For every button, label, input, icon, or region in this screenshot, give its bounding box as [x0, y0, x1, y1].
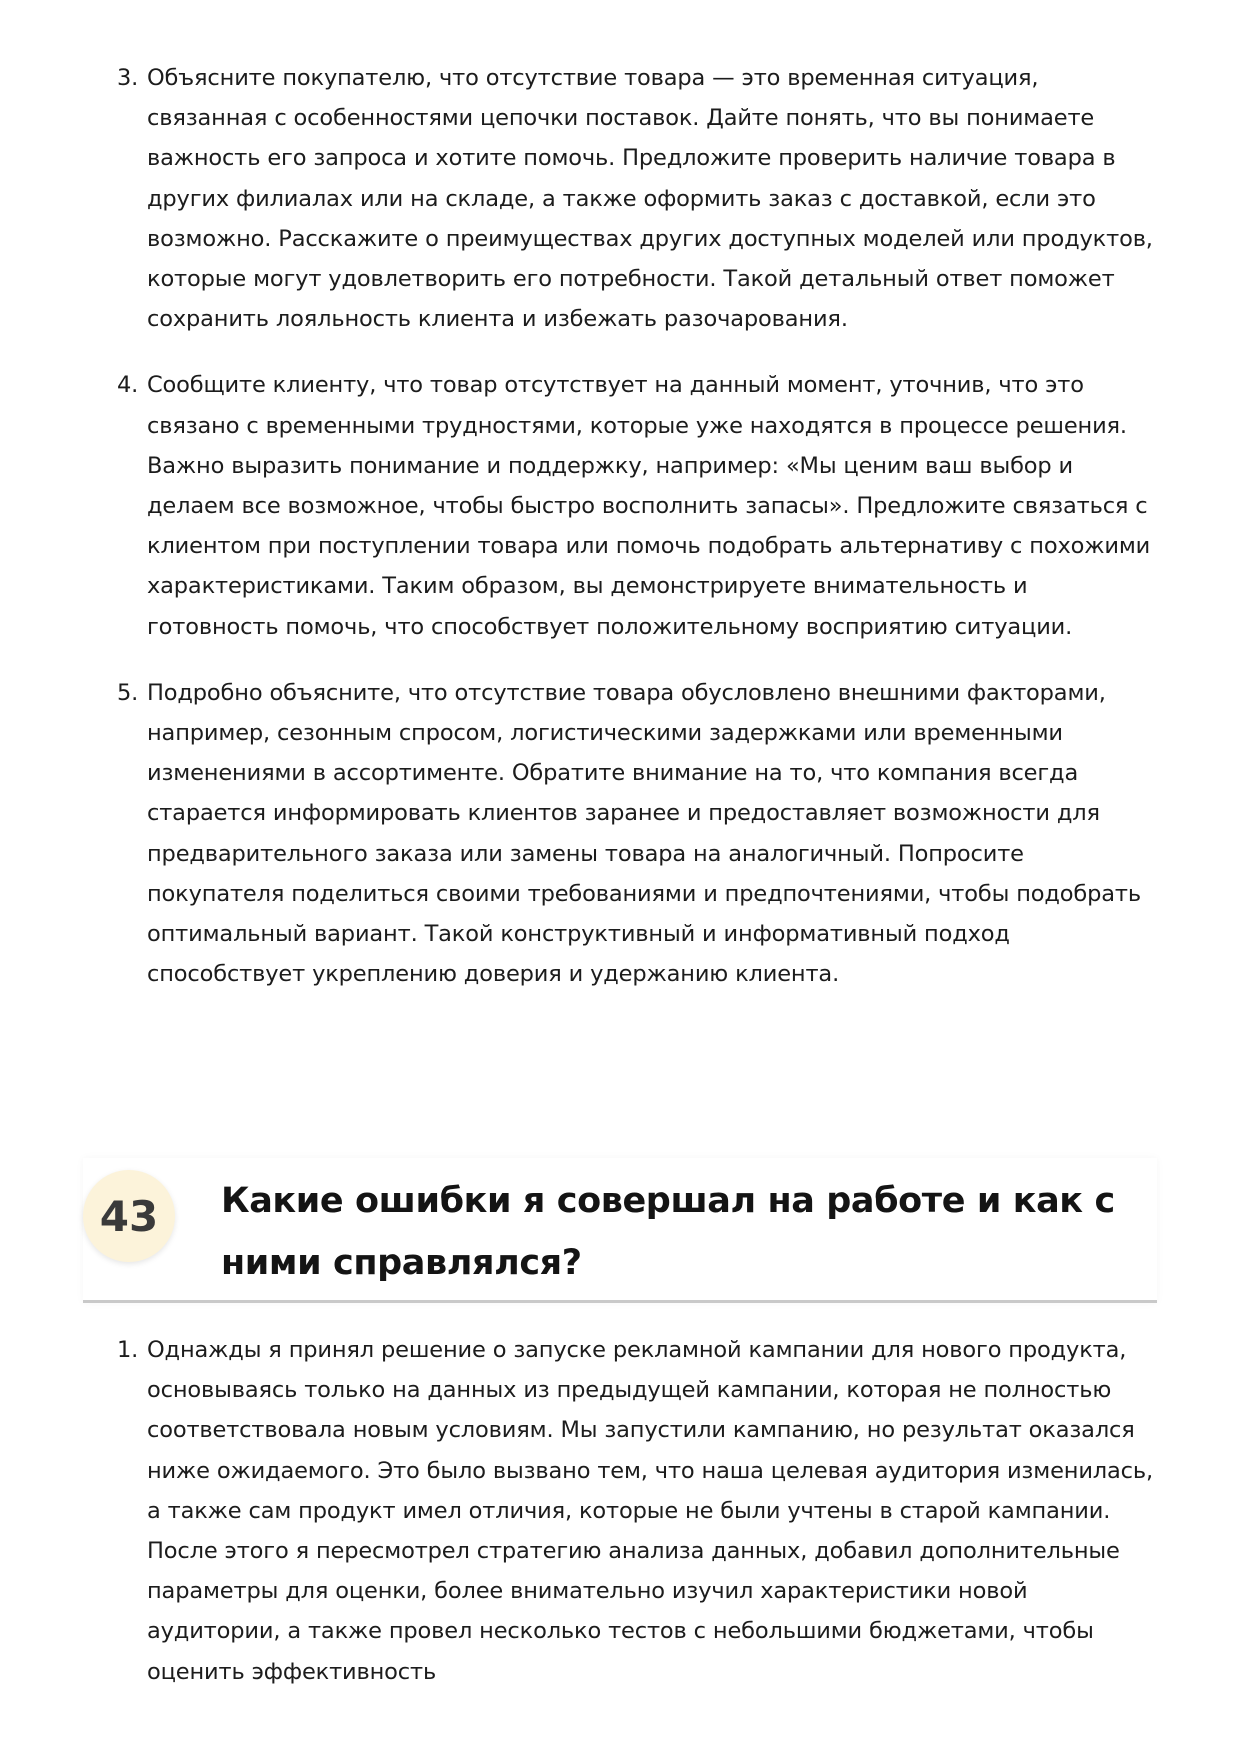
answer-item	[117, 58, 1157, 339]
answer-number: 3.	[117, 65, 139, 91]
answer-number: 5.	[117, 679, 139, 706]
answer-text: Объясните покупателю, что отсутствие товара — это временная ситуация, связанная с особенностями цепочки поставок. Дайте понять, что вы понимаете важность его запроса и хотите помочь. Предложите проверить наличие товара в других филиалах или на складе, а также оформить заказ с доставкой, если это возможно. Расскажите о преимуществах других доступных моделей или продуктов, которые могут удовлетворить его потребности. Такой детальный ответ поможет сохранить лояльность клиента и избежать разочарования.	[147, 65, 1153, 333]
answer-number: 1.	[117, 1337, 139, 1363]
answer-item	[117, 673, 1157, 995]
answer-text: Однажды я принял решение о запуске рекламной кампании для нового продукта, основываясь только на данных из предыдущей кампании, которая не полностью соответствовала новым условиям. Мы запустили кампанию, но результат оказался ниже ожидаемого. Это было вызвано тем, что наша целевая аудитория изменилась, а также сам продукт имел отличия, которые не были учтены в старой кампании. После этого я пересмотрел стратегию анализа данных, добавил дополнительные параметры для оценки, более внимательно изучил характеристики новой аудитории, а также провел несколько тестов с небольшими бюджетами, чтобы оценить эффективность	[147, 1337, 1153, 1685]
answer-list-previous-question	[117, 58, 1157, 1020]
question-title: Какие ошибки я совершал на работе и как с ними справлялся?	[221, 1181, 1115, 1283]
answer-text: Сообщите клиенту, что товар отсутствует на данный момент, уточнив, что это связано с временными трудностями, которые уже находятся в процессе решения. Важно выразить понимание и поддержку, например: «Мы ценим ваш выбор и делаем все возможное, чтобы быстро восполнить запасы». Предложите связаться с клиентом при поступлении товара или помочь подобрать альтернативу с похожими характеристиками. Таким образом, вы демонстрируете внимательность и готовность помочь, что способствует положительному восприятию ситуации.	[147, 372, 1151, 640]
answer-text: Подробно объясните, что отсутствие товара обусловлено внешними факторами, например, сезонным спросом, логистическими задержками или временными изменениями в ассортименте. Обратите внимание на то, что компания всегда старается информировать клиентов заранее и предоставляет возможности для предварительного заказа или замены товара на аналогичный. Попросите покупателя поделиться своими требованиями и предпочтениями, чтобы подобрать оптимальный вариант. Такой конструктивный и информативный подход способствует укреплению доверия и удержанию клиента.	[147, 679, 1141, 988]
answer-number: 4.	[117, 372, 139, 399]
answer-list-current-question	[117, 1330, 1157, 1718]
answer-item	[117, 1330, 1157, 1692]
answer-item	[117, 365, 1157, 646]
question-header	[83, 1158, 1157, 1303]
question-number-badge: 43	[83, 1170, 175, 1262]
